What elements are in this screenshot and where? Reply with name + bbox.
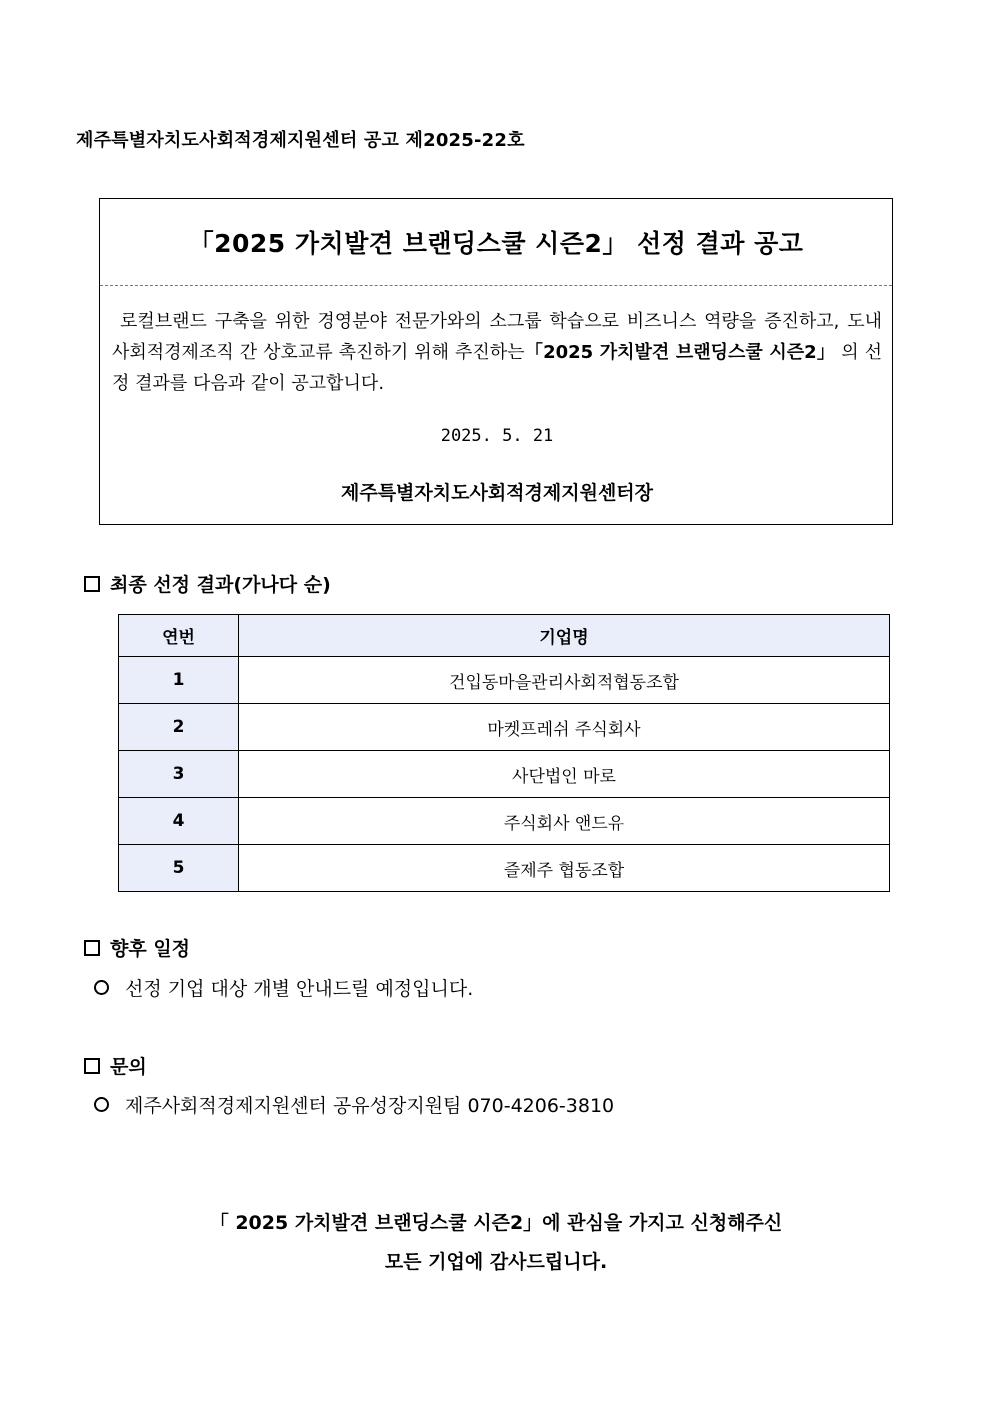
footer-line-2: 모든 기업에 감사드립니다. bbox=[384, 1251, 608, 1273]
table-row bbox=[119, 845, 890, 892]
results-heading bbox=[84, 570, 331, 597]
announcement-signature: 제주특별자치도사회적경제지원센터장 bbox=[340, 482, 654, 504]
row-company: 주식회사 앤드유 bbox=[239, 798, 890, 845]
announcement-title: 「2025 가치발견 브랜딩스쿨 시즌2」 선정 결과 공고 bbox=[100, 199, 892, 286]
circle-bullet-icon bbox=[94, 980, 109, 995]
table-row bbox=[119, 704, 890, 751]
schedule-heading-label: 향후 일정 bbox=[110, 938, 191, 960]
contact-item bbox=[94, 1091, 614, 1118]
row-company: 사단법인 마로 bbox=[239, 751, 890, 798]
contact-heading bbox=[84, 1052, 147, 1079]
contact-heading-label: 문의 bbox=[110, 1056, 147, 1078]
circle-bullet-icon bbox=[94, 1097, 109, 1112]
row-no: 2 bbox=[119, 704, 239, 751]
footer-line-1: 「 2025 가치발견 브랜딩스쿨 시즌2」에 관심을 가지고 신청해주신 bbox=[209, 1212, 783, 1234]
schedule-heading bbox=[84, 934, 190, 961]
body-tail: 의 선정 결과를 다음과 같이 공고합니다. bbox=[112, 342, 882, 394]
results-heading-label: 최종 선정 결과(가나다 순) bbox=[110, 574, 331, 596]
contact-item-text: 제주사회적경제지원센터 공유성장지원팀 070-4206-3810 bbox=[125, 1095, 615, 1117]
notice-number: 제주특별자치도사회적경제지원센터 공고 제2025-22호 bbox=[76, 130, 525, 151]
announcement-date: 2025. 5. 21 bbox=[440, 426, 554, 446]
results-table bbox=[118, 614, 890, 892]
row-no: 5 bbox=[119, 845, 239, 892]
row-company: 즐제주 협동조합 bbox=[239, 845, 890, 892]
table-row bbox=[119, 751, 890, 798]
row-no: 1 bbox=[119, 657, 239, 704]
square-bullet-icon bbox=[84, 940, 100, 956]
header-no: 연번 bbox=[119, 615, 239, 657]
row-no: 3 bbox=[119, 751, 239, 798]
announcement-body bbox=[100, 286, 892, 509]
schedule-item bbox=[94, 974, 473, 1001]
row-company: 건입동마을관리사회적협동조합 bbox=[239, 657, 890, 704]
row-company: 마켓프레쉬 주식회사 bbox=[239, 704, 890, 751]
square-bullet-icon bbox=[84, 1058, 100, 1074]
body-program-name: 「2025 가치발견 브랜딩스쿨 시즌2」 bbox=[524, 342, 836, 363]
header-company: 기업명 bbox=[239, 615, 890, 657]
table-header-row bbox=[119, 615, 890, 657]
row-no: 4 bbox=[119, 798, 239, 845]
announcement-box bbox=[99, 198, 893, 525]
table-row bbox=[119, 798, 890, 845]
table-row bbox=[119, 657, 890, 704]
square-bullet-icon bbox=[84, 576, 100, 592]
body-text: 로컬브랜드 구축을 위한 경영분야 전문가와의 소그룹 학습으로 비즈니스 역량을 증진하고, 도내 사회적경제조직 간 상호교류 촉진하기 위해 추진하는 bbox=[112, 311, 882, 363]
schedule-item-text: 선정 기업 대상 개별 안내드릴 예정입니다. bbox=[125, 978, 474, 1000]
